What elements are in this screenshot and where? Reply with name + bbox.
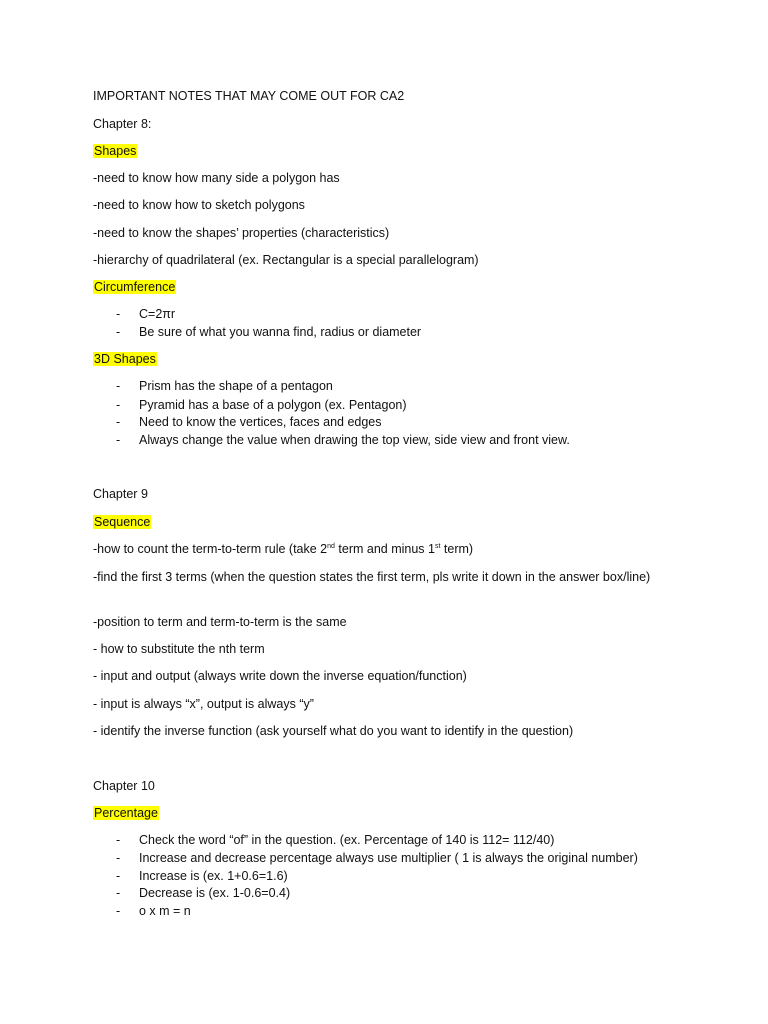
section-3d-shapes <box>93 351 157 367</box>
bullet-item: Decrease is (ex. 1-0.6=0.4) <box>139 886 291 900</box>
bullet-item: Pyramid has a base of a polygon (ex. Pentagon) <box>139 398 407 412</box>
bullet-marker: - <box>116 398 121 412</box>
highlight-circumference: Circumference <box>94 280 176 294</box>
bullet-marker: - <box>116 869 121 883</box>
bullet-marker: - <box>116 307 121 321</box>
note-line: - how to substitute the nth term <box>93 642 265 656</box>
bullet-item: C=2πr <box>139 307 176 321</box>
highlight-sequence: Sequence <box>94 515 151 529</box>
section-sequence <box>93 514 151 530</box>
bullet-marker: - <box>116 851 121 865</box>
bullet-item: Need to know the vertices, faces and edges <box>139 415 382 429</box>
bullet-item: Prism has the shape of a pentagon <box>139 379 333 393</box>
chapter-8-heading: Chapter 8: <box>93 117 152 131</box>
bullet-marker: - <box>116 379 121 393</box>
rule-text: term and minus 1 <box>334 542 435 556</box>
note-line: - input and output (always write down the inverse equation/function) <box>93 669 467 683</box>
note-line: -need to know how to sketch polygons <box>93 198 305 212</box>
document-title: IMPORTANT NOTES THAT MAY COME OUT FOR CA2 <box>93 89 405 103</box>
note-term-to-term-rule <box>93 541 473 557</box>
note-line: -need to know how many side a polygon has <box>93 171 340 185</box>
bullet-item: Always change the value when drawing the top view, side view and front view. <box>139 433 570 447</box>
note-line: -position to term and term-to-term is the same <box>93 615 347 629</box>
bullet-item: Increase and decrease percentage always use multiplier ( 1 is always the original number) <box>139 851 638 865</box>
highlight-percentage: Percentage <box>94 806 158 820</box>
bullet-marker: - <box>116 904 121 918</box>
highlight-shapes: Shapes <box>94 144 137 158</box>
bullet-marker: - <box>116 833 121 847</box>
note-line: - identify the inverse function (ask yourself what do you want to identify in the question) <box>93 724 574 738</box>
note-line: - input is always “x”, output is always “y” <box>93 697 314 711</box>
note-line: -need to know the shapes’ properties (characteristics) <box>93 226 390 240</box>
section-circumference <box>93 279 176 295</box>
section-shapes <box>93 143 137 159</box>
bullet-item: Be sure of what you wanna find, radius or diameter <box>139 325 422 339</box>
section-percentage <box>93 805 159 821</box>
bullet-item: o x m = n <box>139 904 191 918</box>
highlight-3d-shapes: 3D Shapes <box>94 352 156 366</box>
bullet-marker: - <box>116 886 121 900</box>
bullet-marker: - <box>116 325 121 339</box>
bullet-marker: - <box>116 433 121 447</box>
rule-text: -how to count the term-to-term rule (take 2 <box>93 542 328 556</box>
ordinal-superscript: st <box>434 543 441 550</box>
note-line: -find the first 3 terms (when the question states the first term, pls write it down in the answer box/line) <box>93 570 651 584</box>
ordinal-superscript: nd <box>327 543 335 550</box>
chapter-9-heading: Chapter 9 <box>93 487 148 501</box>
rule-text: term) <box>440 542 474 556</box>
bullet-item: Increase is (ex. 1+0.6=1.6) <box>139 869 288 883</box>
chapter-10-heading: Chapter 10 <box>93 779 155 793</box>
bullet-marker: - <box>116 415 121 429</box>
note-line: -hierarchy of quadrilateral (ex. Rectangular is a special parallelogram) <box>93 253 479 267</box>
bullet-item: Check the word “of” in the question. (ex. Percentage of 140 is 112= 112/40) <box>139 833 555 847</box>
